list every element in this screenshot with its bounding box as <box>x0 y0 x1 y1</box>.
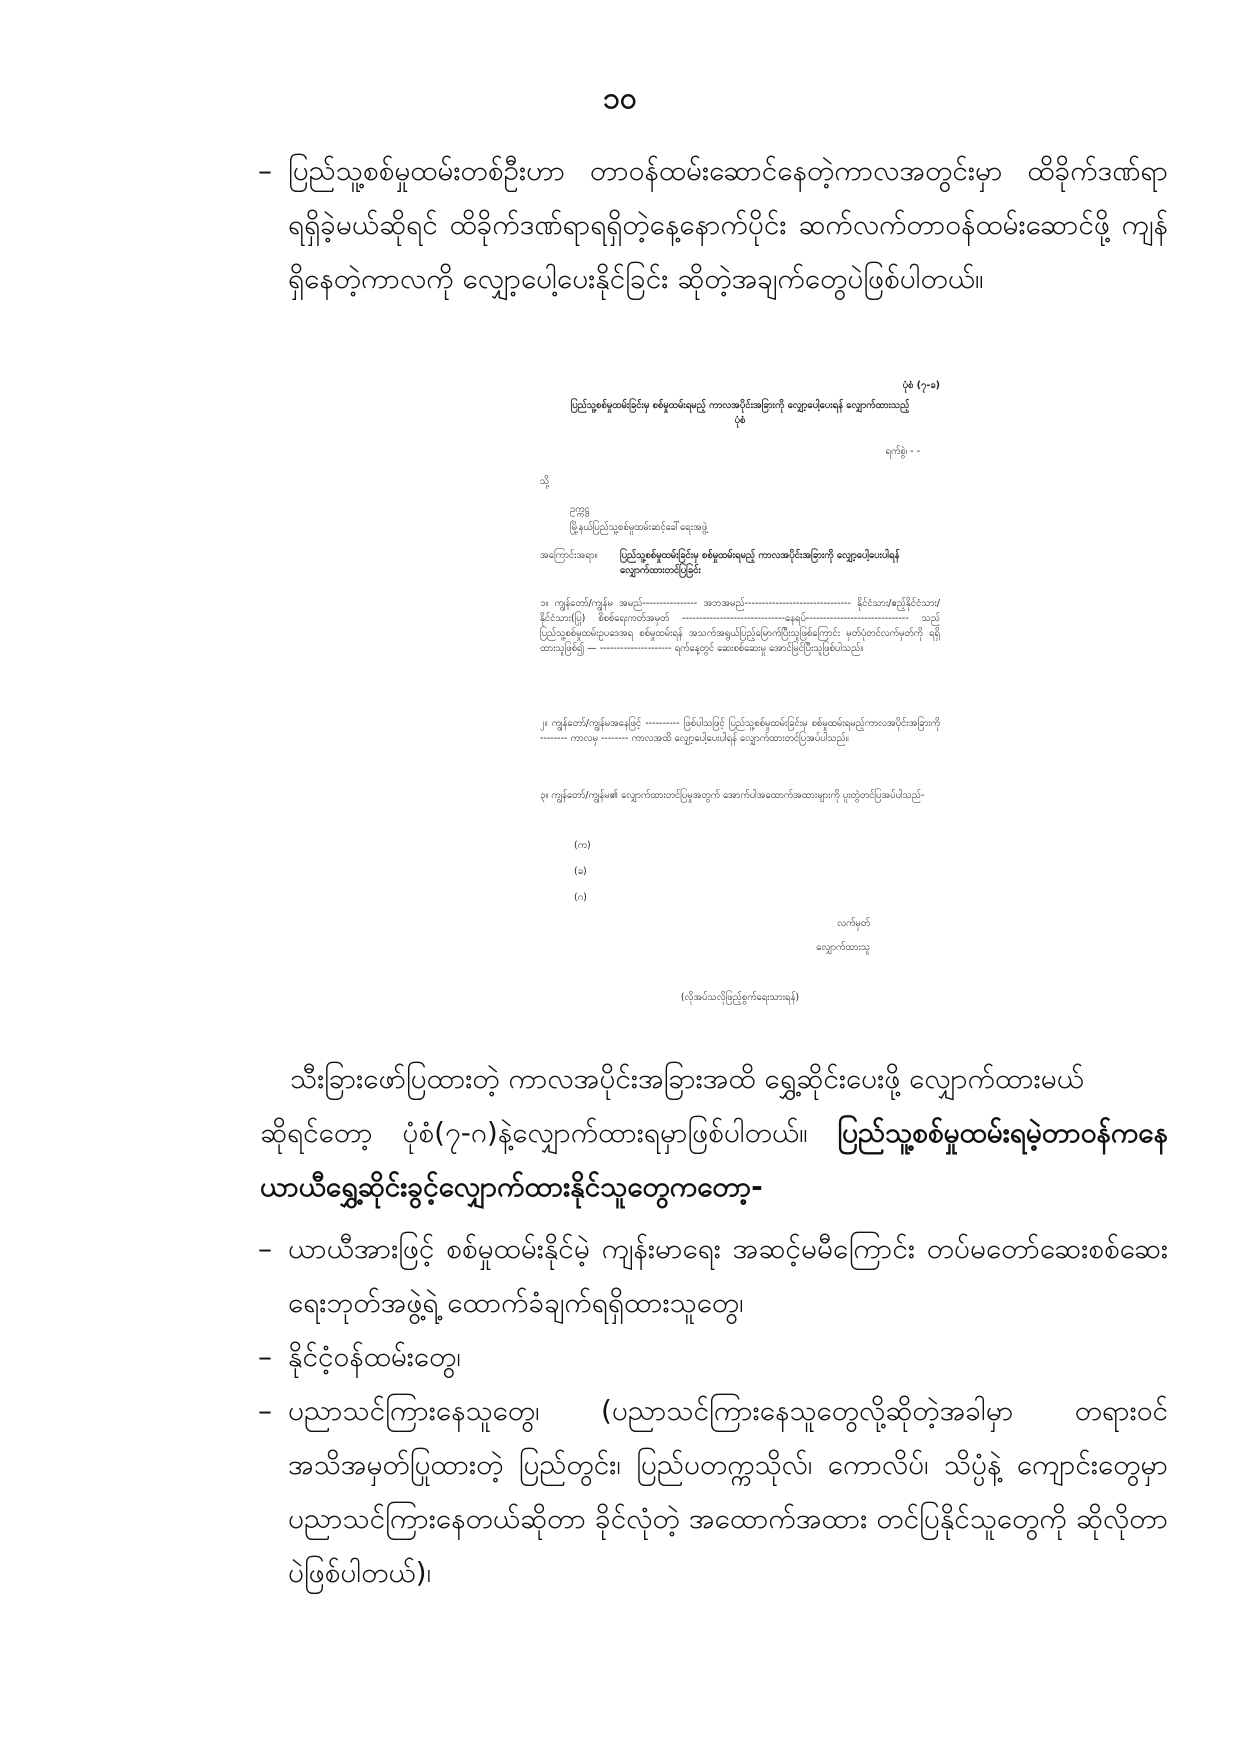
list-item <box>258 1384 1168 1600</box>
form-sub-ga: (ဂ) <box>574 892 587 903</box>
paragraph-lead: သီးခြားဖော်ပြထားတဲ့ ကာလအပိုင်းအခြားအထိ ရွှေ့ဆိုင်းပေးဖို့ လျှောက်ထားမယ် <box>290 1062 1084 1095</box>
list-item <box>258 1222 1168 1330</box>
body-paragraph <box>260 1052 1168 1214</box>
bullet-dash: – <box>258 154 272 187</box>
page-number: ၁၀ <box>603 81 637 116</box>
form-number: ပုံစံ (၇-ခ) <box>902 380 940 391</box>
form-applicant: လျှောက်ထားသူ <box>816 942 870 953</box>
bullet-text: ပြည်သူ့စစ်မှုထမ်းတစ်ဦးဟာ တာဝန်ထမ်းဆောင်နေတဲ့ကာလအတွင်းမှာ ထိခိုက်ဒဏ်ရာရရှိခဲ့မယ်ဆိုရင် ထိခိုက်ဒဏ်ရာရရှိတဲ့နေ့နောက်ပိုင်း ဆက်လက်တာဝန်ထမ်းဆောင်ဖို့ ကျန်ရှိနေတဲ့ကာလကို လျှော့ပေါ့ပေးနိုင်ခြင်း ဆိုတဲ့အချက်တွေပဲဖြစ်ပါတယ်။ <box>288 154 1168 295</box>
bullet-text: ပညာသင်ကြားနေသူတွေ၊ (ပညာသင်ကြားနေသူတွေလို့ဆိုတဲ့အခါမှာ တရားဝင်အသိအမှတ်ပြုထားတဲ့ ပြည်တွင်း၊ ပြည်ပတက္ကသိုလ်၊ ကောလိပ်၊ သိပ္ပံနဲ့ ကျောင်းတွေမှာ ပညာသင်ကြားနေတယ်ဆိုတာ ခိုင်လုံတဲ့ အထောက်အထား တင်ပြနိုင်သူတွေကို ဆိုလိုတာပဲဖြစ်ပါတယ်)၊ <box>288 1394 1168 1589</box>
form-item-2: ၂။ ကျွန်တော်/ကျွန်မအနေဖြင့် ---------- ဖြစ်ပါသဖြင့် ပြည်သူ့စစ်မှုထမ်းခြင်းမှ စစ်မှုထမ်းရမည့်ကာလအပိုင်းအခြားကို -------- ကာလမှ -------- ကာလအထိ လျှော့ပေါ့ပေးပါရန် လျှောက်ထားတင်ပြအပ်ပါသည်။ <box>540 718 940 744</box>
form-subject-label: အကြောင်းအရာ။ <box>540 550 598 561</box>
form-date: ရက်စွဲ၊ - - <box>885 446 920 457</box>
list-item <box>258 1330 1168 1384</box>
bullet-text: နိုင်ငံ့ဝန်ထမ်းတွေ၊ <box>288 1340 461 1373</box>
form-to: သို့ <box>540 476 550 487</box>
form-title: ပြည်သူ့စစ်မှုထမ်းခြင်းမှ စစ်မှုထမ်းရမည့် ကာလအပိုင်းအခြားကို လျှော့ပေါ့ပေးရန် လျှောက်ထားသည့်ပုံစံ <box>570 400 910 426</box>
bullet-dash: – <box>258 1232 272 1265</box>
form-item-3: ၃။ ကျွန်တော်/ကျွန်မ၏ လျှောက်ထားတင်ပြမှုအတွက် အောက်ပါအထောက်အထားများကို ပူးတွဲတင်ပြအပ်ပါသည်- <box>540 790 925 801</box>
bullet-text: ယာယီအားဖြင့် စစ်မှုထမ်းနိုင်မဲ့ ကျန်းမာရေး အဆင့်မမီကြောင်း တပ်မတော်ဆေးစစ်ဆေးရေးဘုတ်အဖွဲ့ရဲ့ ထောက်ခံချက်ရရှိထားသူတွေ၊ <box>288 1232 1168 1319</box>
paragraph-bold-text: ပြည်သူ့စစ်မှုထမ်းရမဲ့တာဝန်ကနေ ယာယီရွှေ့ဆိုင်းခွင့်လျှောက်ထားနိုင်သူတွေကတော့- <box>260 1116 1168 1203</box>
form-recipient-org: မြို့နယ်ပြည်သူ့စစ်မှုထမ်းဆင့်ခေါ်ရေးအဖွဲ့ <box>570 522 708 533</box>
form-sub-kha: (ခ) <box>574 866 587 877</box>
bullet-item <box>258 144 1168 306</box>
application-form-image <box>540 378 940 1018</box>
form-sub-ka: (က) <box>574 840 591 851</box>
form-note: (လိုအပ်သလိုဖြည့်စွက်ရေးသားရန်) <box>680 992 800 1003</box>
bullet-dash: – <box>258 1340 272 1373</box>
form-item-1: ၁။ ကျွန်တော်/ကျွန်မ အမည်---------------- အဘအမည်------------------------------- နိုင်ငံသား/ဧည့်နိုင်ငံသား/ နိုင်ငံသား(ပြု) စိစစ်ရေးကတ်အမှတ် ------------------------------နေရပ်------------------------------ သည် ပြည်သူ့စစ်မှုထမ်းဥပဒေအရ စစ်မှုထမ်းရန် အသက်အရွယ်ပြည့်မြောက်ပြီးသူဖြစ်ကြောင်း မှတ်ပုံတင်လက်မှတ်ကို ရရှိထားသူဖြစ်၍ — --------------------- ရက်နေ့တွင် ဆေးစစ်ဆေးမှု အောင်မြင်ပြီးသူဖြစ်ပါသည်။ <box>540 598 940 654</box>
form-recipient: ဥက္ကဋ္ဌ <box>570 504 590 515</box>
form-subject: ပြည်သူ့စစ်မှုထမ်းခြင်းမှ စစ်မှုထမ်းရမည့် ကာလအပိုင်းအခြားကို လျှော့ပေါ့ပေးပါရန် လျှောက်ထားတင်ပြခြင်း <box>620 550 900 576</box>
form-signature: လက်မှတ် <box>837 918 870 929</box>
bullet-dash: – <box>258 1394 272 1427</box>
paragraph-text: ဆိုရင်တော့ ပုံစံ(၇-ဂ)နဲ့လျှောက်ထားရမှာဖြစ်ပါတယ်။ <box>260 1116 838 1149</box>
